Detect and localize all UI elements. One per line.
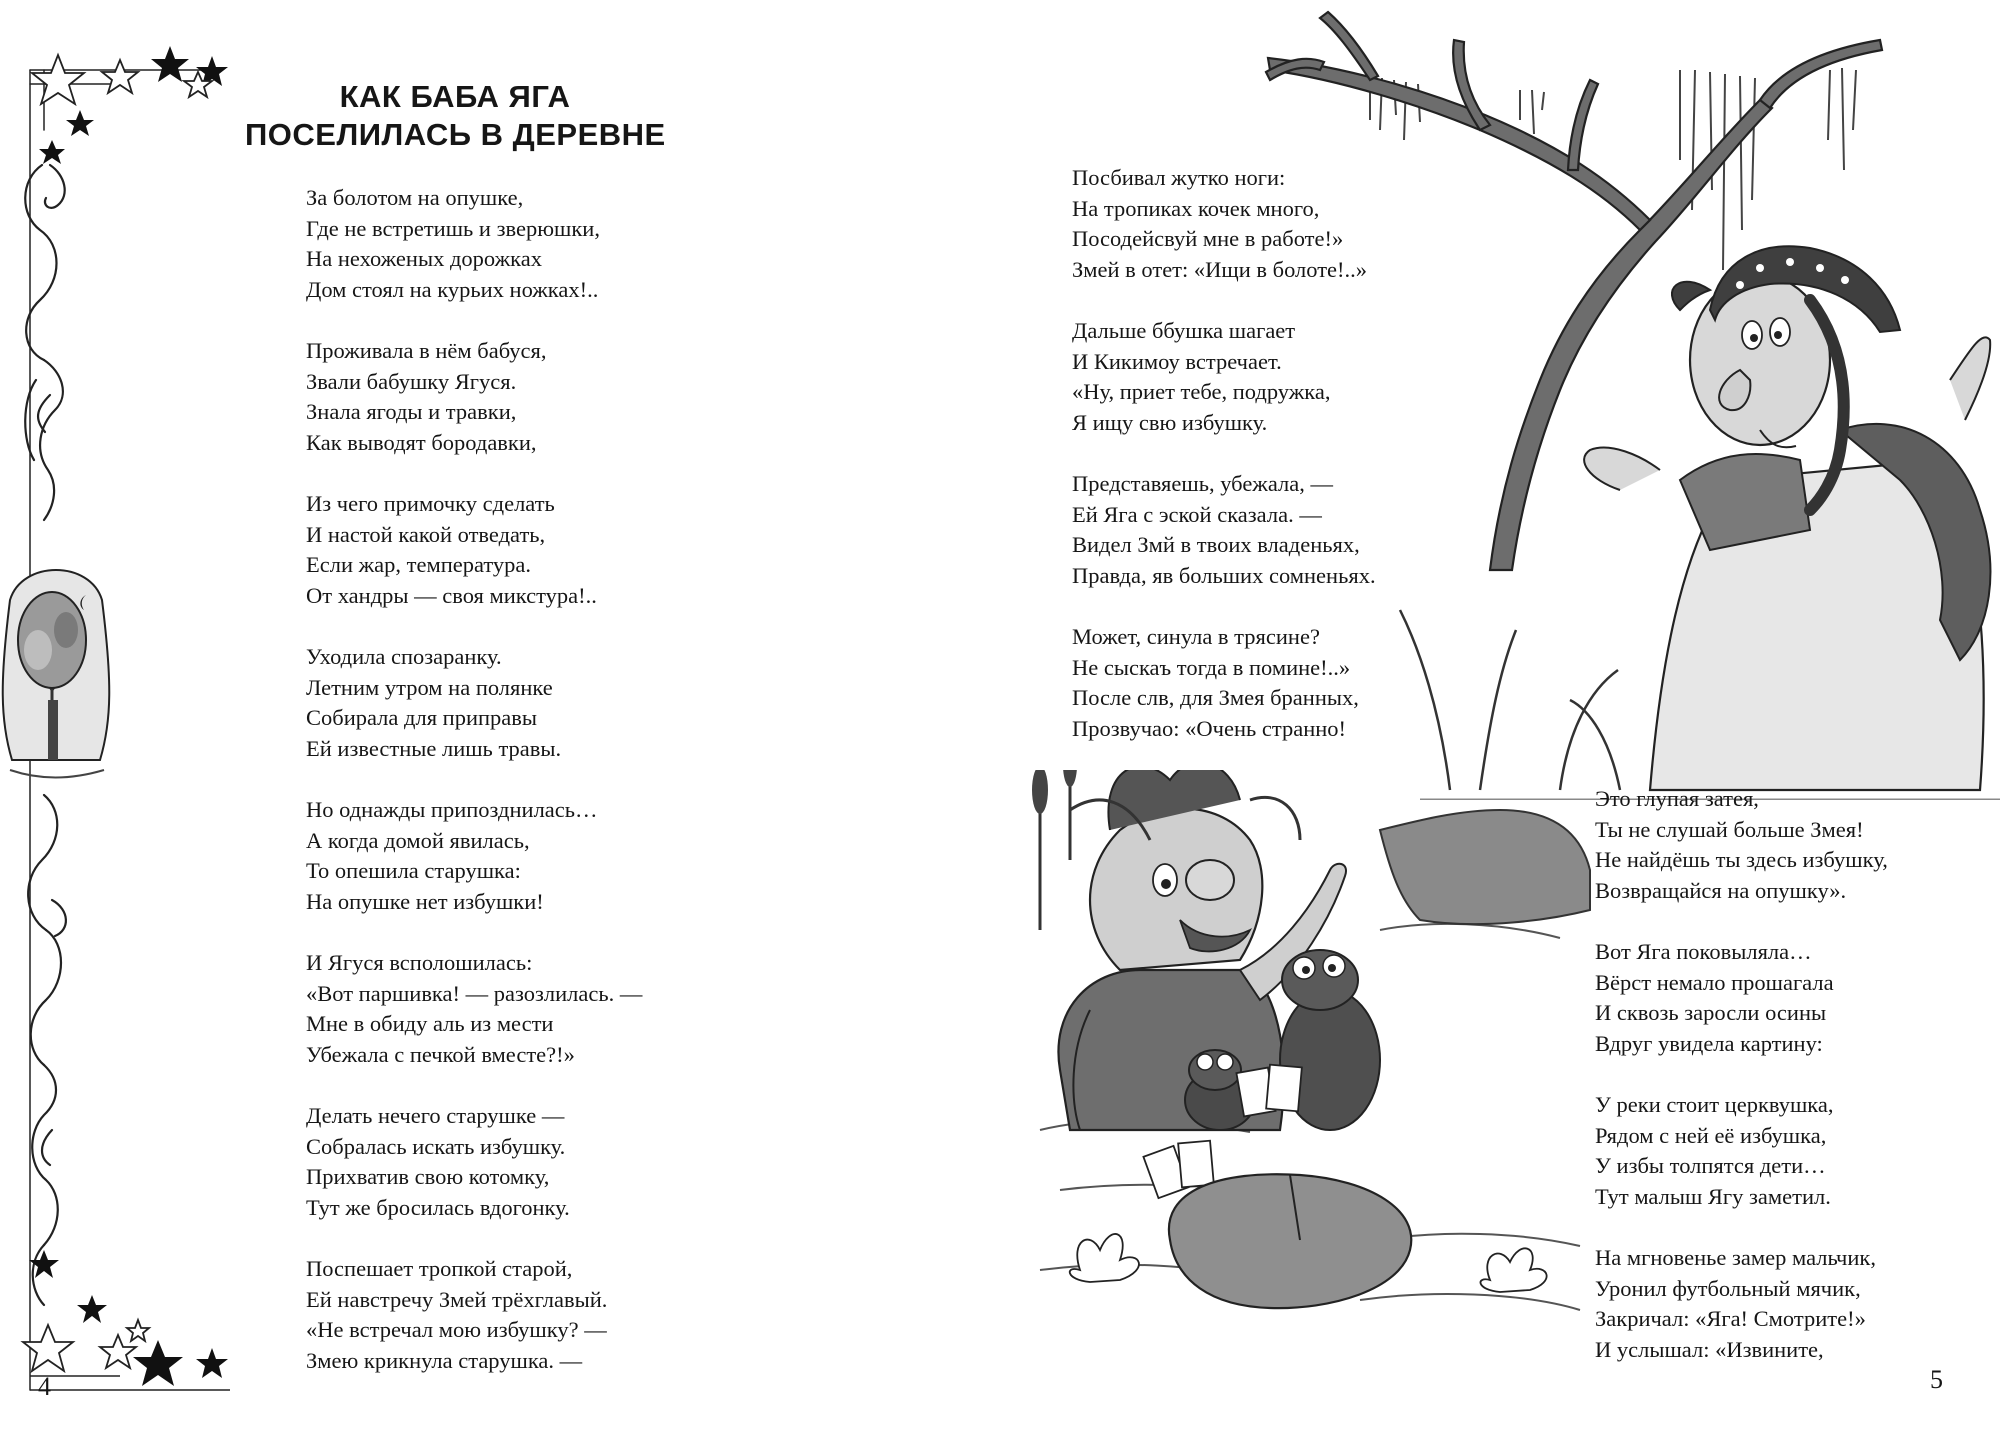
stanza bbox=[1072, 622, 1376, 744]
poem-line: Дом стоял на курьих ножках!.. bbox=[306, 276, 599, 302]
poem-line: А когда домой явилась, bbox=[306, 827, 530, 853]
poem-line: Как выводят бородавки, bbox=[306, 429, 537, 455]
poem-text-right-top bbox=[1072, 163, 1376, 744]
page-number: 4 bbox=[38, 1372, 51, 1401]
stanza bbox=[1595, 1243, 1888, 1365]
star-icon bbox=[66, 110, 94, 136]
poem-line: Вёрст немало прошагала bbox=[1595, 969, 1834, 995]
poem-line: Знала ягоды и травки, bbox=[306, 399, 517, 424]
poem-line: Может, синула в трясине? bbox=[1072, 624, 1320, 649]
poem-line: Возвращайся на опушку». bbox=[1595, 877, 1847, 903]
poem-line: И Ягуся всполошилась: bbox=[306, 950, 533, 975]
stanza bbox=[1595, 784, 1888, 906]
kikimora-swamp-illustration bbox=[1000, 770, 1600, 1410]
poem-line: Звали бабушку Ягуся. bbox=[306, 368, 517, 394]
stanza bbox=[306, 948, 642, 1070]
poem-line: На тропиках кочек много, bbox=[1072, 195, 1320, 221]
poem-line: Ей Яга с эской сказала. — bbox=[1072, 501, 1322, 527]
poem-line: Прозвучао: «Очень странно! bbox=[1072, 715, 1347, 741]
poem-line: Закричал: «Яга! Смотрите!» bbox=[1595, 1306, 1866, 1331]
tree-icon bbox=[3, 570, 110, 778]
poem-line: У реки стоит церквушка, bbox=[1595, 1092, 1834, 1117]
poem-line: Поспешает тропкой старой, bbox=[306, 1256, 573, 1281]
poem-line: «Ну, приет тебе, подружка, bbox=[1072, 379, 1331, 404]
poem-title-line: ПОСЕЛИЛАСЬ В ДЕРЕВНЕ bbox=[245, 117, 666, 152]
poem-line: Рядом с ней её избушка, bbox=[1595, 1122, 1827, 1148]
poem-line: Если жар, температура. bbox=[306, 552, 532, 577]
stanza bbox=[306, 642, 642, 764]
poem-text-left bbox=[306, 183, 642, 1376]
poem-line: Мне в обиду аль из мести bbox=[306, 1011, 554, 1036]
poem-line: На мгновенье замер мальчик, bbox=[1595, 1245, 1876, 1270]
poem-title bbox=[245, 78, 665, 154]
baba-yaga-figure bbox=[1584, 246, 1990, 790]
poem-line: У избы толпятся дети… bbox=[1595, 1153, 1826, 1178]
stanza bbox=[1595, 937, 1888, 1059]
poem-line: Ей известные лишь травы. bbox=[306, 735, 562, 761]
poem-line: Ей навстречу Змей трёхглавый. bbox=[306, 1286, 608, 1312]
right-page bbox=[1000, 0, 2000, 1439]
poem-line: Уронил футбольный мячик, bbox=[1595, 1275, 1861, 1301]
poem-line: Из чего примочку сделать bbox=[306, 491, 555, 516]
star-icon bbox=[196, 1348, 228, 1378]
page-number: 5 bbox=[1930, 1365, 1943, 1394]
star-icon bbox=[127, 1320, 149, 1341]
poem-text-right-bottom bbox=[1595, 784, 1888, 1365]
poem-line: На нехоженых дорожках bbox=[306, 246, 542, 271]
poem-line: После слв, для Змея бранных, bbox=[1072, 685, 1359, 710]
star-icon bbox=[133, 1340, 183, 1386]
poem-line: «Вот паршивка! — разозлилась. — bbox=[306, 980, 643, 1006]
poem-line: За болотом на опушке, bbox=[306, 185, 524, 210]
poem-line: «Не встречал мою избушку? — bbox=[306, 1317, 607, 1342]
poem-line: И Кикимоу встречает. bbox=[1072, 348, 1282, 374]
poem-line: Летним утром на полянке bbox=[306, 674, 553, 700]
poem-title-line: КАК БАБА ЯГА bbox=[339, 79, 571, 114]
poem-line: Вот Яга поковыляла… bbox=[1595, 939, 1812, 964]
poem-line: Где не встретишь и зверюшки, bbox=[306, 215, 600, 241]
poem-line: И настой какой отведать, bbox=[306, 521, 546, 547]
stanza bbox=[306, 336, 642, 458]
poem-line: То опешила старушка: bbox=[306, 858, 521, 883]
poem-line: Но однажды припозднилась… bbox=[306, 797, 598, 822]
poem-line: Змей в отет: «Ищи в болоте!..» bbox=[1072, 256, 1368, 282]
star-icon bbox=[151, 46, 189, 82]
poem-line: Посодейсвуй мне в работе!» bbox=[1072, 226, 1344, 251]
poem-line: На опушке нет избушки! bbox=[306, 888, 544, 914]
decorative-border bbox=[0, 0, 240, 1439]
stanza bbox=[306, 489, 642, 611]
stanza bbox=[1072, 163, 1376, 285]
star-icon bbox=[39, 140, 65, 164]
poem-line: От хандры — своя микстура!.. bbox=[306, 582, 597, 608]
stanza bbox=[306, 1254, 642, 1376]
poem-line: Тут малыш Ягу заметил. bbox=[1595, 1183, 1831, 1209]
poem-line: Убежала с печкой вместе?!» bbox=[306, 1041, 575, 1067]
stanza bbox=[1072, 469, 1376, 591]
poem-line: Видел Змй в твоих владеньях, bbox=[1072, 532, 1360, 557]
poem-line: Вдруг увидела картину: bbox=[1595, 1030, 1823, 1056]
poem-line: И услышал: «Извините, bbox=[1595, 1336, 1824, 1362]
poem-line: Прихватив свою котомку, bbox=[306, 1164, 550, 1189]
poem-line: Проживала в нём бабуся, bbox=[306, 338, 547, 363]
poem-line: Собралась искать избушку. bbox=[306, 1133, 566, 1159]
poem-line: Ты не слушай больше Змея! bbox=[1595, 816, 1864, 842]
stanza bbox=[1072, 316, 1376, 438]
poem-line: Представяешь, убежала, — bbox=[1072, 471, 1334, 496]
poem-line: Не найдёшь ты здесь избушку, bbox=[1595, 847, 1888, 872]
poem-line: Змею крикнула старушка. — bbox=[306, 1347, 583, 1373]
stanza bbox=[306, 183, 642, 305]
poem-line: Тут же бросилась вдогонку. bbox=[306, 1194, 570, 1220]
poem-line: Не сыскаъ тогда в помине!..» bbox=[1072, 654, 1351, 680]
poem-line: Это глупая затея, bbox=[1595, 786, 1759, 811]
stanza bbox=[306, 795, 642, 917]
poem-line: Я ищу свю избушку. bbox=[1072, 409, 1268, 435]
poem-line: И сквозь заросли осины bbox=[1595, 1000, 1827, 1025]
poem-line: Делать нечего старушке — bbox=[306, 1103, 565, 1128]
poem-line: Посбивал жутко ноги: bbox=[1072, 165, 1286, 190]
poem-line: Правда, яв больших сомненьях. bbox=[1072, 562, 1376, 588]
star-icon bbox=[77, 1295, 107, 1323]
star-icon bbox=[32, 55, 84, 104]
stanza bbox=[306, 1101, 642, 1223]
poem-line: Уходила спозаранку. bbox=[306, 644, 502, 669]
poem-line: Дальше ббушка шагает bbox=[1072, 318, 1296, 343]
stanza bbox=[1595, 1090, 1888, 1212]
poem-line: Собирала для приправы bbox=[306, 705, 538, 730]
star-icon bbox=[102, 60, 138, 93]
